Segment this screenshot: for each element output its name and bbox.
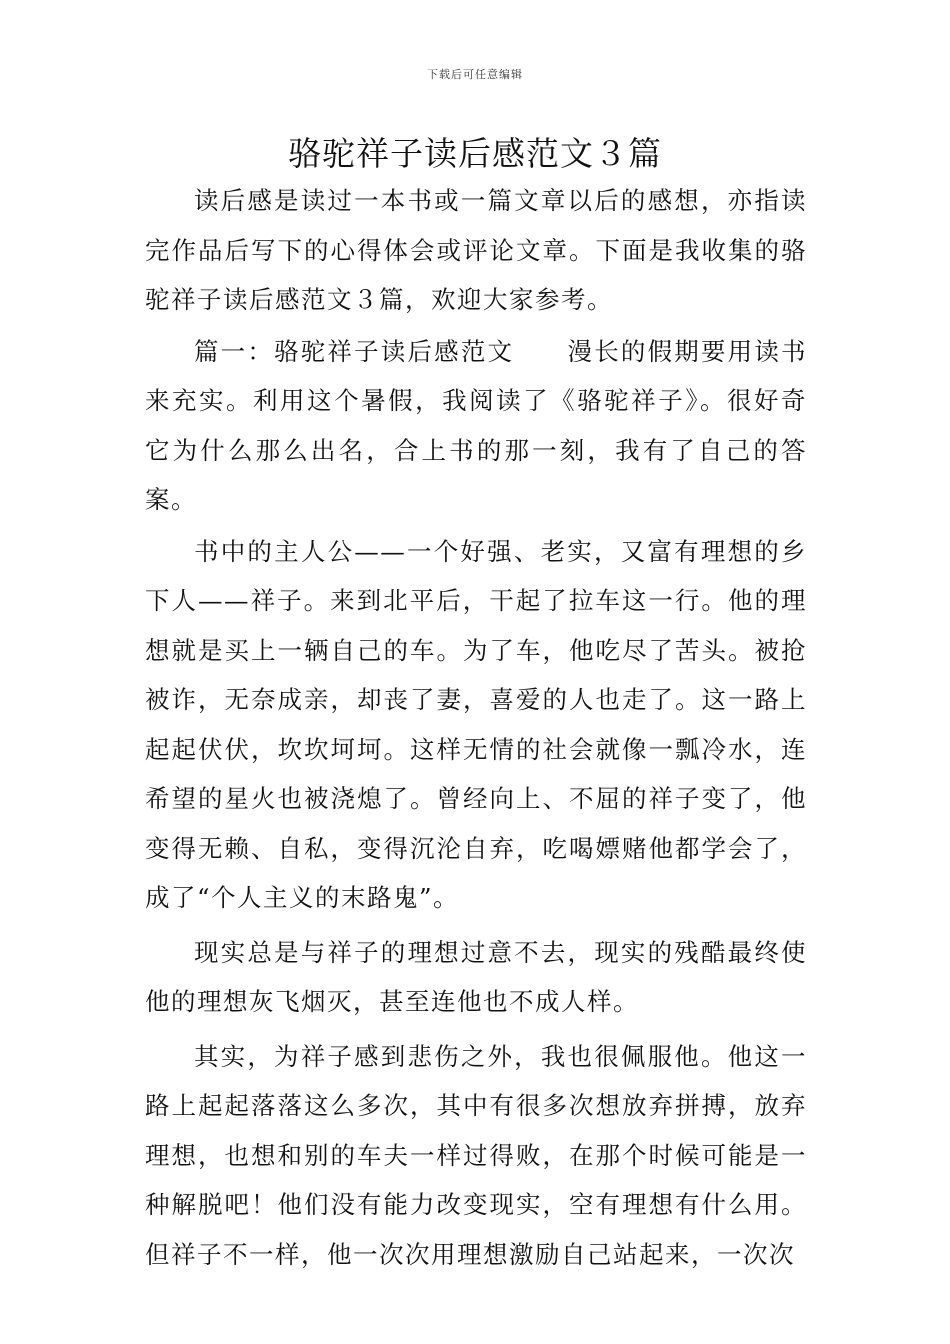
paragraph-admiration: 其实，为祥子感到悲伤之外，我也很佩服他。他这一路上起起落落这么多次，其中有很多次想放弃拼搏，放弃理想，也想和别的车夫一样过得败，在那个时候可能是一种解脱吧！他们没有能力改变现实，空有理想有什么用。但祥子不一样，他一次次用理想激励自己站起来，一次次 — [145, 1041, 807, 1269]
paragraph-article-one-opening: 篇一：骆驼祥子读后感范文 漫长的假期要用读书来充实。利用这个暑假，我阅读了《骆驼祥子》。很好奇它为什么那么出名，合上书的那一刻，我有了自己的答案。 — [145, 336, 807, 514]
paragraph-protagonist: 书中的主人公——一个好强、老实，又富有理想的乡下人——祥子。来到北平后，干起了拉车这一行。他的理想就是买上一辆自己的车。为了车，他吃尽了苦头。被抢被诈，无奈成亲，却丧了妻，喜爱的人也走了。这一路上起起伏伏，坎坎坷坷。这样无情的社会就像一瓢冷水，连希望的星火也被浇熄了。曾经向上、不屈的祥子变了，他变得无赖、自私，变得沉沦自弃，吃喝嫖赌他都学会了，成了“个人主义的末路鬼”。 — [145, 536, 807, 912]
header-note: 下载后可任意编辑 — [427, 68, 523, 81]
paragraph-intro: 读后感是读过一本书或一篇文章以后的感想，亦指读完作品后写下的心得体会或评论文章。下面是我收集的骆驼祥子读后感范文３篇，欢迎大家参考。 — [145, 186, 807, 314]
document-body — [145, 176, 807, 1279]
document-title: 骆驼祥子读后感范文３篇 — [288, 134, 662, 173]
paragraph-reality: 现实总是与祥子的理想过意不去，现实的残酷最终使他的理想灰飞烟灭，甚至连他也不成人样。 — [145, 937, 807, 1016]
